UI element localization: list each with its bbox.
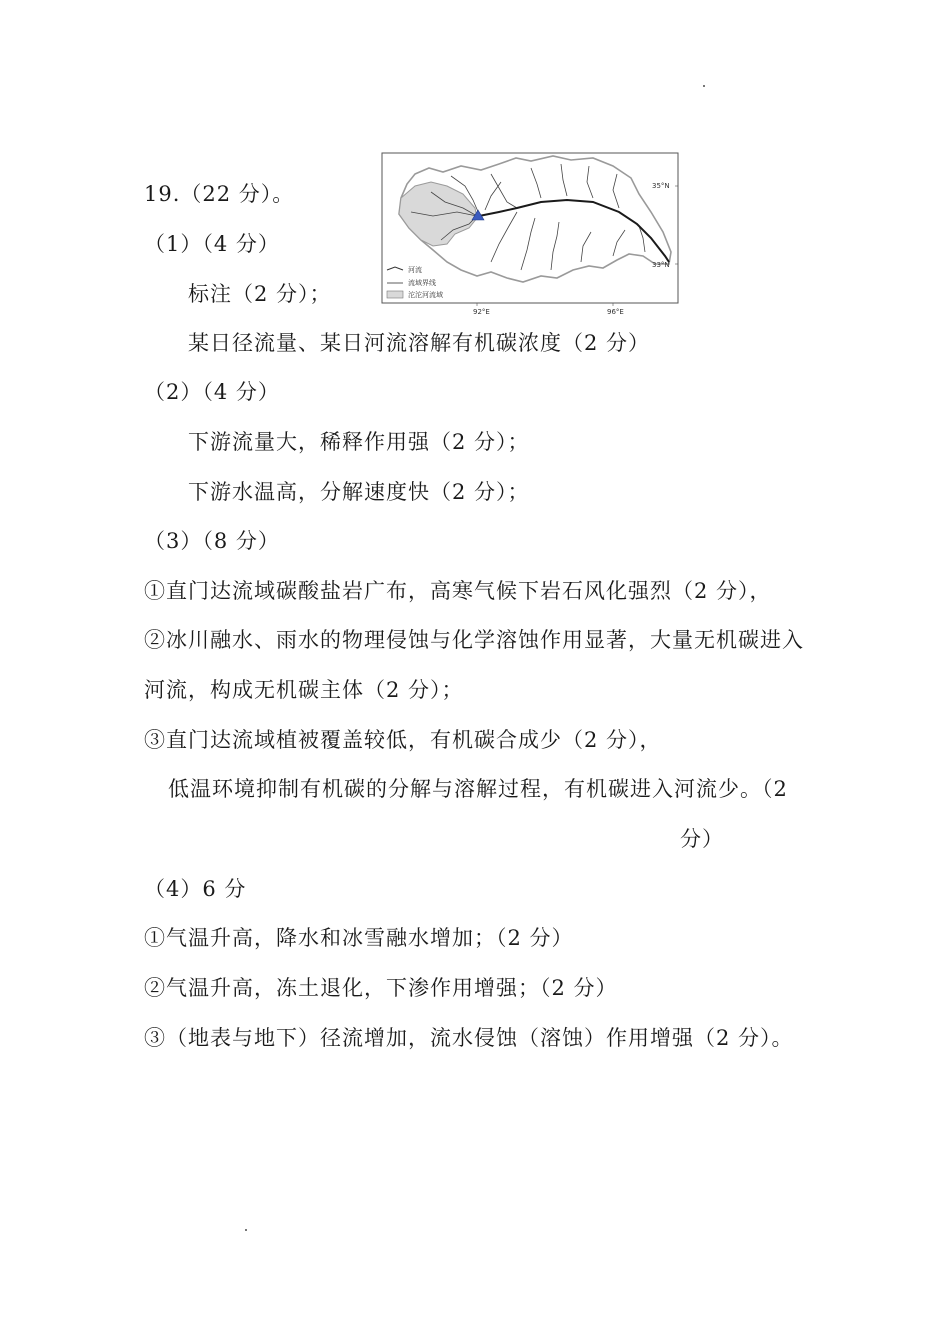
part2-header: （2）（4 分）: [144, 380, 280, 404]
legend-river-label: 河流: [408, 266, 422, 274]
part4-line2: ②气温升高，冻土退化，下渗作用增强；（2 分）: [144, 976, 618, 1000]
part2-line1: 下游流量大，稀释作用强（2 分）；: [188, 430, 530, 454]
lat-label-33: 33°N: [652, 261, 670, 269]
speck-bottom: [245, 1229, 247, 1231]
part1-header: （1）（4 分）: [144, 232, 280, 256]
part3-line5: 低温环境抑制有机碳的分解与溶解过程，有机碳进入河流少。（2: [168, 777, 788, 801]
part1-line1: 标注（2 分）；: [188, 282, 332, 306]
part3-line3: 河流，构成无机碳主体（2 分）；: [144, 678, 464, 702]
part4-line1: ①气温升高，降水和冰雪融水增加；（2 分）: [144, 926, 574, 950]
lon-label-96: 96°E: [607, 308, 624, 316]
legend-boundary-label: 流域界线: [408, 279, 436, 287]
speck-top: [703, 85, 705, 87]
part3-line6: 分）: [680, 827, 724, 851]
legend-basin-label: 沱沱河流域: [408, 291, 443, 299]
part4-line3: ③（地表与地下）径流增加，流水侵蚀（溶蚀）作用增强（2 分）。: [144, 1026, 794, 1050]
part4-header: （4）6 分: [144, 877, 247, 901]
lat-label-35: 35°N: [652, 182, 670, 190]
part3-header: （3）（8 分）: [144, 529, 280, 553]
part2-line2: 下游水温高，分解速度快（2 分）；: [188, 480, 530, 504]
part3-line2: ②冰川融水、雨水的物理侵蚀与化学溶蚀作用显著，大量无机碳进入: [144, 628, 804, 652]
river-basin-map: [381, 152, 681, 322]
part3-line1: ①直门达流域碳酸盐岩广布，高寒气候下岩石风化强烈（2 分），: [144, 579, 772, 603]
question-number: 19.（22 分）。: [144, 182, 295, 206]
part1-line2: 某日径流量、某日河流溶解有机碳浓度（2 分）: [188, 331, 651, 355]
part3-line4: ③直门达流域植被覆盖较低，有机碳合成少（2 分），: [144, 728, 662, 752]
lon-label-92: 92°E: [473, 308, 490, 316]
legend-basin-symbol: [387, 291, 403, 298]
